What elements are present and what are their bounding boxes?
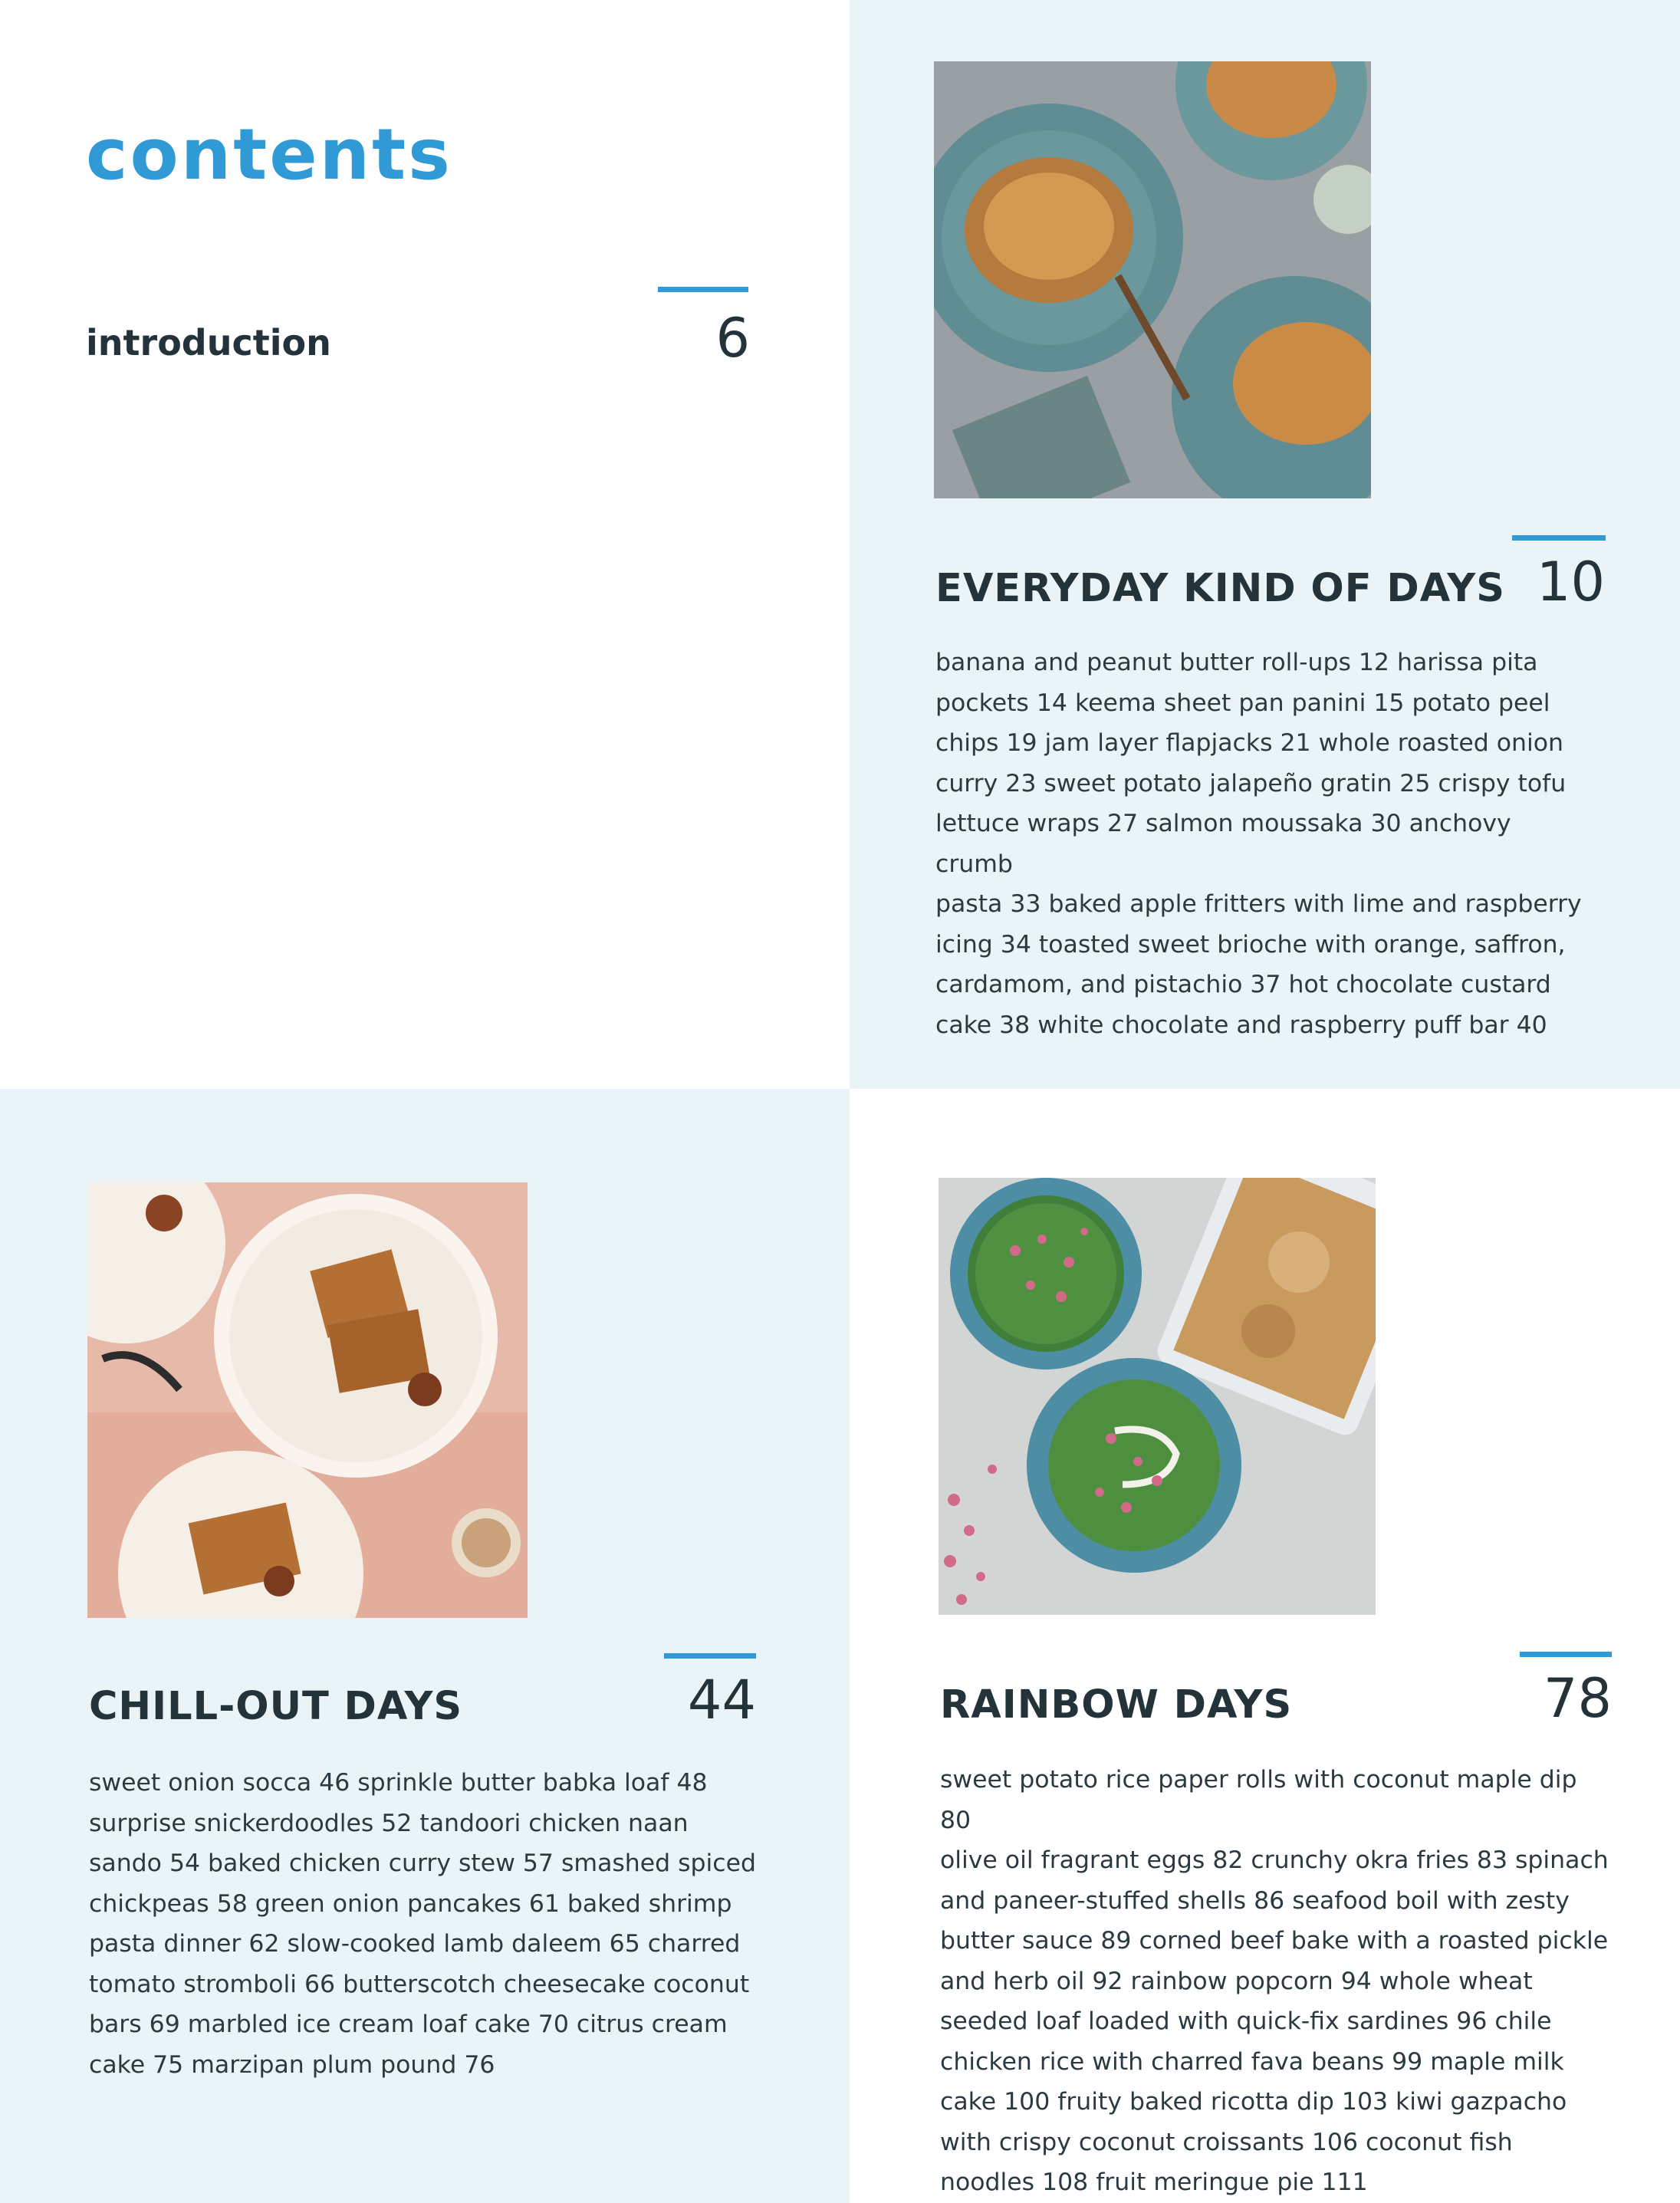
recipe-line: banana and peanut butter roll-ups 12 harissa pita (935, 649, 1538, 676)
section-page-chill-out: 44 (687, 1669, 756, 1731)
section-recipes-rainbow (940, 1760, 1615, 2203)
recipe-line: chicken rice with charred fava beans 99 maple milk (940, 2047, 1564, 2076)
section-recipes-everyday (935, 643, 1595, 1045)
recipe-line: lettuce wraps 27 salmon moussaka 30 anchovy crumb (935, 810, 1511, 878)
recipe-line: pockets 14 keema sheet pan panini 15 potato peel (935, 689, 1550, 717)
recipe-line: tomato stromboli 66 butterscotch cheesecake coconut (89, 1970, 750, 1998)
recipe-line: cake 100 fruity baked ricotta dip 103 kiwi gazpacho (940, 2088, 1567, 2116)
recipe-line: cardamom, and pistachio 37 hot chocolate custard (935, 971, 1551, 998)
recipe-line: sweet potato rice paper rolls with coconut maple dip 80 (940, 1766, 1577, 1834)
recipe-line: with crispy coconut croissants 106 coconut fish (940, 2128, 1513, 2156)
rainbow-rule (1520, 1652, 1612, 1657)
recipe-line: pasta 33 baked apple fritters with lime and raspberry (935, 890, 1582, 918)
recipe-line: sando 54 baked chicken curry stew 57 smashed spiced (89, 1850, 757, 1877)
recipe-line: icing 34 toasted sweet brioche with orange, saffron, (935, 930, 1566, 958)
section-title-rainbow[interactable]: RAINBOW DAYS (940, 1682, 1293, 1728)
recipe-line: curry 23 sweet potato jalapeño gratin 25 crispy tofu (935, 769, 1567, 797)
section-page-rainbow: 78 (1543, 1667, 1612, 1730)
pasta-bowls-photo-icon (934, 61, 1371, 498)
chill-out-rule (664, 1653, 756, 1659)
section-recipes-chill-out (89, 1763, 764, 2085)
recipe-line: bars 69 marbled ice cream loaf cake 70 citrus cream (89, 2011, 728, 2038)
recipe-line: chips 19 jam layer flapjacks 21 whole roasted onion (935, 729, 1563, 757)
page-title: contents (86, 113, 452, 196)
recipe-line: and paneer-stuffed shells 86 seafood boil with zesty (940, 1886, 1570, 1915)
recipe-line: sweet onion socca 46 sprinkle butter babka loaf 48 (89, 1769, 708, 1797)
recipe-line: cake 38 white chocolate and raspberry puff bar 40 (935, 1011, 1547, 1039)
everyday-rule (1512, 535, 1606, 541)
recipe-line: noodles 108 fruit meringue pie 111 (940, 2168, 1368, 2196)
green-soup-bowls-photo-icon (939, 1178, 1376, 1615)
section-page-everyday: 10 (1536, 551, 1605, 613)
recipe-line: surprise snickerdoodles 52 tandoori chicken naan (89, 1809, 689, 1837)
french-toast-plates-photo-icon (87, 1182, 528, 1618)
recipe-line: seeded loaf loaded with quick-fix sardines 96 chile (940, 2007, 1552, 2035)
introduction-page: 6 (715, 307, 750, 370)
recipe-line: and herb oil 92 rainbow popcorn 94 whole wheat (940, 1967, 1533, 1995)
introduction-label[interactable]: introduction (86, 322, 331, 363)
intro-rule (658, 287, 748, 292)
recipe-line: butter sauce 89 corned beef bake with a roasted pickle (940, 1927, 1609, 1955)
recipe-line: olive oil fragrant eggs 82 crunchy okra fries 83 spinach (940, 1846, 1609, 1874)
recipe-line: chickpeas 58 green onion pancakes 61 baked shrimp (89, 1889, 732, 1918)
section-title-chill-out[interactable]: CHILL-OUT DAYS (89, 1684, 463, 1729)
recipe-line: cake 75 marzipan plum pound 76 (89, 2050, 495, 2079)
recipe-line: pasta dinner 62 slow-cooked lamb daleem 65 charred (89, 1930, 741, 1958)
section-title-everyday[interactable]: EVERYDAY KIND OF DAYS (935, 566, 1505, 611)
